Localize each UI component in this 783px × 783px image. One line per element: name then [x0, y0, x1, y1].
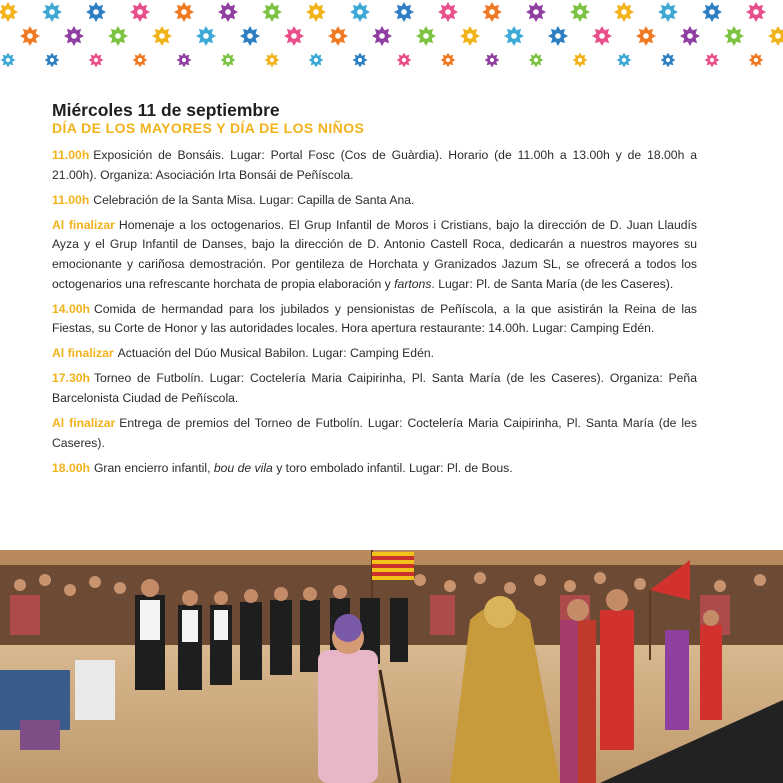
- star-icon: [265, 53, 280, 68]
- star-icon: [526, 2, 546, 22]
- star-icon: [438, 2, 458, 22]
- star-icon: [1, 53, 16, 68]
- schedule-section: [52, 100, 697, 484]
- schedule-entry: [52, 369, 697, 408]
- star-icon: [482, 2, 502, 22]
- entry-description: Gran encierro infantil,: [93, 460, 211, 475]
- entry-description: Torneo de Futbolín. Lugar: Coctelería Maria Caipirinha, Pl. Santa María (de les Caseres). Organiza: Peña Barcelonista Ciudad de Peñíscola.: [52, 371, 697, 406]
- festival-photo: [0, 550, 783, 783]
- star-icon: [636, 26, 656, 46]
- star-icon: [416, 26, 436, 46]
- star-icon: [306, 2, 326, 22]
- star-icon: [529, 53, 544, 68]
- schedule-entry: [52, 216, 697, 294]
- entry-description: Exposición de Bonsáis. Lugar: Portal Fosc (Cos de Guàrdia). Horario (de 11.00h a 13.00h y de 18.00h a 21.00h). Organiza: Asociación Irta Bonsái de Peñíscola.: [52, 148, 697, 182]
- star-icon: [130, 2, 150, 22]
- star-icon: [152, 26, 172, 46]
- star-icon: [45, 53, 60, 68]
- star-icon: [397, 53, 412, 68]
- star-icon: [328, 26, 348, 46]
- star-icon: [460, 26, 480, 46]
- star-icon: [174, 2, 194, 22]
- star-icon: [658, 2, 678, 22]
- entry-time: Al finalizar: [52, 217, 115, 232]
- schedule-entry: [52, 146, 697, 185]
- star-icon: [64, 26, 84, 46]
- star-icon: [240, 26, 260, 46]
- schedule-entry: [52, 300, 697, 339]
- schedule-list: [52, 146, 697, 478]
- star-icon: [108, 26, 128, 46]
- star-icon: [309, 53, 324, 68]
- entry-description: Comida de hermandad para los jubilados y pensionistas de Peñíscola, a la que asistirán la Reina de las Fiestas, su Corte de Honor y las autoridades locales. Hora apertura restaurante: 14.00h. Lugar: Camping Edén.: [52, 301, 697, 336]
- star-icon: [702, 2, 722, 22]
- entry-description-end: y toro embolado infantil. Lugar: Pl. de Bous.: [276, 460, 513, 475]
- schedule-entry: [52, 459, 697, 479]
- star-icon: [353, 53, 368, 68]
- star-icon: [89, 53, 104, 68]
- star-icon: [749, 53, 764, 68]
- entry-time: 11.00h: [52, 148, 90, 162]
- star-icon: [42, 2, 62, 22]
- entry-time: Al finalizar: [52, 346, 114, 361]
- entry-time: 18.00h: [52, 460, 90, 475]
- star-icon: [746, 2, 766, 22]
- star-icon: [441, 53, 456, 68]
- star-icon: [573, 53, 588, 68]
- entry-description: Homenaje a los octogenarios. El Grup Infantil de Moros i Cristians, bajo la dirección de D. Juan Llaudís Ayza y el Grup Infantil de Danses, bajo la dirección de D. Antonio Castell Roca, dedicarán a nuestros mayores su emocionante y cariñosa demostración. Por gentileza de Horchata y Granizados Jazum SL, se ofrecerá a todos los octogenarios una refrescante horchata de propia elaboración y: [52, 217, 697, 291]
- decorative-star-pattern: [0, 0, 783, 78]
- star-icon: [20, 26, 40, 46]
- entry-description-end: . Lugar: Pl. de Santa María (de les Caseres).: [431, 276, 674, 291]
- entry-description: Celebración de la Santa Misa. Lugar: Capilla de Santa Ana.: [93, 192, 415, 207]
- day-title: Miércoles 11 de septiembre: [52, 100, 280, 120]
- star-icon: [485, 53, 500, 68]
- star-icon: [133, 53, 148, 68]
- entry-description: Entrega de premios del Torneo de Futbolín. Lugar: Coctelería Maria Caipirinha, Pl. Santa María (de les Caseres).: [52, 416, 697, 450]
- star-icon: [614, 2, 634, 22]
- star-icon: [221, 53, 236, 68]
- star-icon: [86, 2, 106, 22]
- star-icon: [724, 26, 744, 46]
- star-icon: [570, 2, 590, 22]
- star-icon: [680, 26, 700, 46]
- schedule-entry: [52, 191, 697, 211]
- star-icon: [504, 26, 524, 46]
- star-icon: [284, 26, 304, 46]
- star-icon: [218, 2, 238, 22]
- entry-time: 17.30h: [52, 371, 90, 386]
- star-icon: [548, 26, 568, 46]
- schedule-entry: [52, 344, 697, 364]
- star-icon: [350, 2, 370, 22]
- schedule-entry: [52, 414, 697, 453]
- star-icon: [705, 53, 720, 68]
- entry-italic-term: fartons: [394, 276, 432, 291]
- entry-time: 14.00h: [52, 301, 90, 316]
- star-icon: [617, 53, 632, 68]
- star-icon: [372, 26, 392, 46]
- day-subtitle: DÍA DE LOS MAYORES Y DÍA DE LOS NIÑOS: [52, 120, 365, 136]
- star-icon: [592, 26, 612, 46]
- star-icon: [661, 53, 676, 68]
- entry-time: 11.00h: [52, 192, 90, 207]
- star-icon: [196, 26, 216, 46]
- entry-description: Actuación del Dúo Musical Babilon. Lugar: Camping Edén.: [117, 346, 435, 361]
- star-icon: [394, 2, 414, 22]
- entry-italic-term: bou de vila: [213, 460, 273, 475]
- entry-time: Al finalizar: [52, 416, 116, 431]
- star-icon: [177, 53, 192, 68]
- star-icon: [262, 2, 282, 22]
